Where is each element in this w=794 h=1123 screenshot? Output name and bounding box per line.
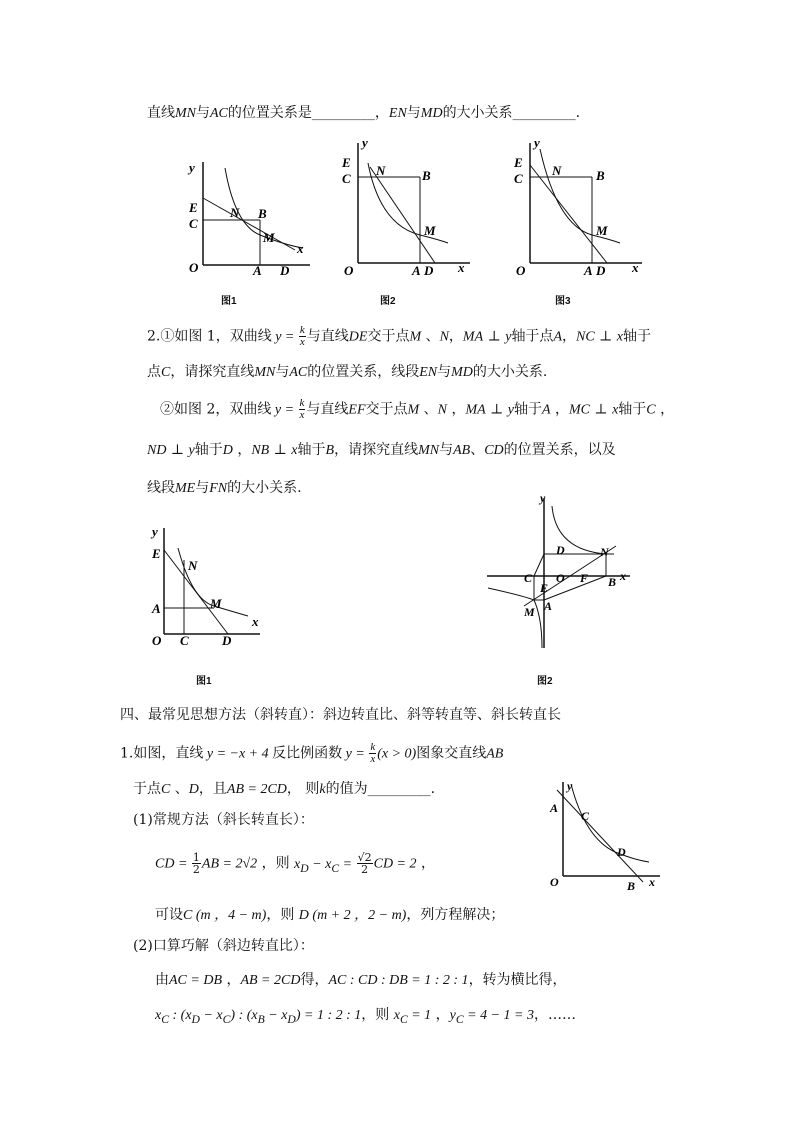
svg-text:E: E (540, 581, 549, 595)
svg-text:B: B (627, 879, 636, 893)
svg-text:M: M (210, 596, 222, 611)
svg-text:N: N (552, 163, 562, 178)
svg-text:y: y (152, 524, 158, 539)
svg-text:E: E (342, 155, 351, 170)
q2-line1: 2.①如图 1，双曲线 y = $\frac{k}{x}$ 与直线DE交于点M 、N，MA ⊥ y轴于点A，NC ⊥ x轴于 (147, 324, 651, 348)
caption-q2-fig1: 图1 (196, 676, 212, 687)
svg-text:x: x (632, 260, 639, 275)
svg-text:N: N (376, 163, 386, 178)
fig1-q2 (148, 520, 268, 650)
caption-fig1: 图1 (221, 296, 237, 307)
svg-text:B: B (258, 206, 267, 221)
svg-text:M: M (524, 605, 535, 619)
method1-title: (1)常规方法（斜长转直长）： (133, 812, 314, 828)
svg-text:O: O (152, 633, 162, 648)
svg-text:x: x (252, 614, 259, 629)
q2-line3: ②如图 2，双曲线 y = $\frac{k}{x}$ 与直线EF交于点M 、N ，MA ⊥ y轴于A ，MC ⊥ x轴于C ， (160, 397, 675, 421)
svg-text:F: F (580, 571, 589, 585)
svg-text:C: C (514, 171, 523, 186)
svg-text:x: x (297, 241, 304, 256)
svg-text:O: O (556, 571, 565, 585)
svg-text:M: M (263, 230, 275, 245)
method1-setup: 可设C (m ，4 − m)，则 D (m + 2 ，2 − m)，列方程解决； (155, 907, 505, 923)
svg-text:A: A (550, 801, 559, 815)
svg-text:B: B (422, 168, 431, 183)
svg-text:M: M (424, 223, 436, 238)
svg-text:N: N (188, 558, 198, 573)
svg-text:A: A (544, 599, 553, 613)
svg-text:C: C (189, 216, 198, 231)
svg-text:y: y (362, 135, 368, 150)
caption-q2-fig2: 图2 (537, 676, 553, 687)
svg-text:D: D (424, 263, 434, 278)
svg-text:C: C (180, 633, 189, 648)
svg-text:N: N (230, 205, 240, 220)
method2-line1: 由AC = DB ，AB = 2CD得，AC : CD : DB = 1 : 2 : 1，转为横比得， (155, 972, 567, 988)
svg-text:E: E (189, 200, 198, 215)
svg-text:O: O (550, 875, 559, 889)
svg-text:C: C (342, 171, 351, 186)
fig2-q2 (484, 488, 634, 653)
section4-title: 四、最常见思想方法（斜转直）：斜边转直比、斜等转直等、斜长转直长 (120, 707, 561, 723)
svg-text:y: y (189, 160, 195, 175)
svg-text:A: A (584, 263, 593, 278)
q2-line4: ND ⊥ y轴于D ，NB ⊥ x轴于B，请探究直线MN与AB、CD的位置关系，以及 (147, 442, 616, 458)
svg-text:C: C (524, 571, 533, 585)
svg-text:y: y (534, 135, 540, 150)
svg-text:D: D (617, 845, 626, 859)
q2-line2: 点C，请探究直线MN与AC的位置关系，线段EN与MD的大小关系. (147, 364, 548, 380)
svg-text:A: A (412, 263, 421, 278)
top-question: 直线MN与AC的位置关系是_________，EN与MD的大小关系_________. (147, 105, 581, 121)
svg-text:E: E (152, 546, 161, 561)
svg-text:B: B (596, 168, 605, 183)
svg-text:C: C (581, 809, 590, 823)
svg-text:N: N (600, 545, 609, 559)
svg-text:x: x (458, 260, 465, 275)
method2-title: (2)口算巧解（斜边转直比）： (133, 938, 314, 954)
svg-text:O: O (189, 260, 199, 275)
method1-formula: CD = $\frac{1}{2}$ AB = 2√2 ，则 $x_D - x_C$ = $\frac{√2}{2}$ CD = 2 ， (155, 851, 435, 876)
q2-line5: 线段ME与FN的大小关系. (147, 480, 302, 496)
sec4-q1-line1: 1.如图，直线 y = −x + 4 反比例函数 y = $\frac{k}{x}$ (x > 0)图象交直线AB (120, 741, 504, 765)
fig2-top (340, 135, 475, 280)
svg-text:D: D (280, 263, 290, 278)
caption-fig3: 图3 (555, 296, 571, 307)
svg-text:M: M (596, 223, 608, 238)
svg-text:O: O (516, 263, 526, 278)
svg-text:y: y (540, 491, 546, 505)
svg-text:D: D (556, 543, 565, 557)
caption-fig2: 图2 (380, 296, 396, 307)
fig1-top (185, 150, 315, 280)
svg-text:x: x (649, 875, 655, 889)
fig3-top (512, 135, 647, 280)
svg-text:B: B (608, 575, 617, 589)
svg-text:D: D (222, 633, 232, 648)
method2-line2: $x_C$ : $(x_D - x_C)$ : $(x_B - x_D) = 1$ : 2 : 1，则 $x_C = 1$ ，$y_C = 4 - 1 = 3$，…… (155, 1007, 576, 1026)
svg-text:E: E (514, 155, 523, 170)
svg-text:y: y (567, 779, 573, 793)
svg-text:A: A (152, 601, 161, 616)
svg-text:O: O (344, 263, 354, 278)
sec4-q1-line2: 于点C 、D，且AB = 2CD， 则k的值为_________. (133, 781, 436, 797)
fig-sec4 (545, 778, 665, 893)
svg-text:A: A (253, 263, 262, 278)
svg-text:x: x (620, 569, 626, 583)
svg-text:D: D (596, 263, 606, 278)
